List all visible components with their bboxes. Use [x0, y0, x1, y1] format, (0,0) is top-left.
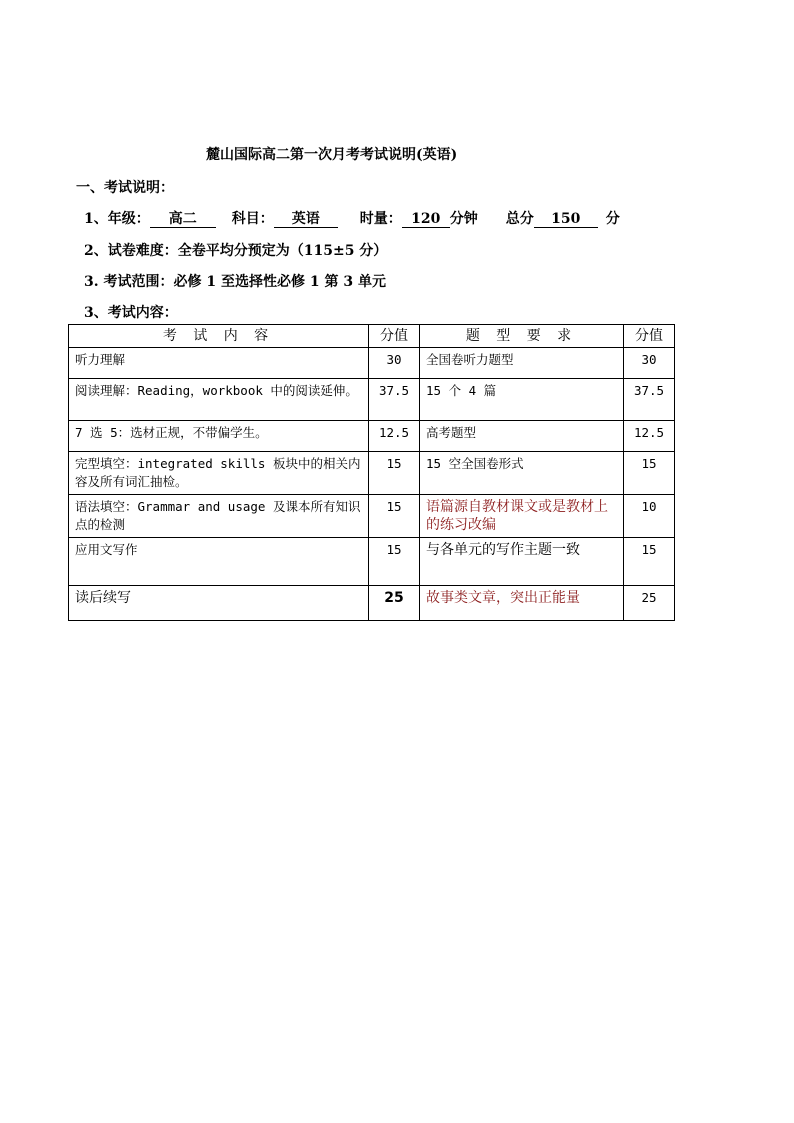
row-score-2: 12.5: [624, 421, 675, 452]
grade-label: 1、年级：: [84, 211, 150, 227]
row-score: 12.5: [369, 421, 420, 452]
table-row: [69, 586, 675, 621]
row-score: 15: [369, 538, 420, 586]
row-type: 高考题型: [420, 421, 624, 452]
total-unit: 分: [605, 211, 620, 227]
exam-content-table: [68, 324, 675, 621]
row-type: 故事类文章，突出正能量: [420, 586, 624, 621]
grade-value: 高二: [150, 211, 216, 228]
table-header-row: [69, 325, 675, 348]
difficulty-line: 2、试卷难度：全卷平均分预定为（115±5 分）: [84, 243, 388, 259]
total-label: 总分: [505, 211, 534, 227]
table-row: [69, 421, 675, 452]
table-row: [69, 495, 675, 538]
row-content: 7 选 5：选材正规，不带偏学生。: [69, 421, 369, 452]
row-score: 37.5: [369, 379, 420, 421]
table-row: [69, 538, 675, 586]
row-content: 听力理解: [69, 348, 369, 379]
row-score-2: 30: [624, 348, 675, 379]
row-score: 15: [369, 452, 420, 495]
row-type: 语篇源自教材课文或是教材上的练习改编: [420, 495, 624, 538]
header-score-2: 分值: [624, 325, 675, 348]
row-type: 与各单元的写作主题一致: [420, 538, 624, 586]
table-row: [69, 348, 675, 379]
row-score-2: 37.5: [624, 379, 675, 421]
header-type: 题 型 要 求: [420, 325, 624, 348]
total-value: 150: [534, 211, 598, 228]
subject-label: 科目：: [231, 211, 274, 227]
exam-info-line: [84, 208, 620, 228]
row-content: 应用文写作: [69, 538, 369, 586]
subject-value: 英语: [274, 211, 338, 228]
section-heading: 一、考试说明：: [76, 180, 174, 196]
scope-line: 3. 考试范围：必修 1 至选择性必修 1 第 3 单元: [84, 274, 386, 290]
row-score: 15: [369, 495, 420, 538]
row-score-2: 10: [624, 495, 675, 538]
row-score: 30: [369, 348, 420, 379]
table-row: [69, 379, 675, 421]
row-content: 阅读理解：Reading，workbook 中的阅读延伸。: [69, 379, 369, 421]
row-score-2: 15: [624, 538, 675, 586]
row-content: 语法填空：Grammar and usage 及课本所有知识点的检测: [69, 495, 369, 538]
row-score: 25: [369, 586, 420, 621]
table-row: [69, 452, 675, 495]
row-content: 完型填空：integrated skills 板块中的相关内容及所有词汇抽检。: [69, 452, 369, 495]
row-content: 读后续写: [69, 586, 369, 621]
header-score: 分值: [369, 325, 420, 348]
header-content: 考 试 内 容: [69, 325, 369, 348]
time-label: 时量：: [359, 211, 402, 227]
time-unit: 分钟: [449, 211, 478, 227]
document-title: 麓山国际高二第一次月考考试说明(英语): [206, 147, 458, 163]
row-type: 15 个 4 篇: [420, 379, 624, 421]
row-type: 15 空全国卷形式: [420, 452, 624, 495]
row-score-2: 15: [624, 452, 675, 495]
row-score-2: 25: [624, 586, 675, 621]
content-heading: 3、考试内容：: [84, 305, 178, 321]
row-type: 全国卷听力题型: [420, 348, 624, 379]
time-value: 120: [402, 211, 450, 228]
